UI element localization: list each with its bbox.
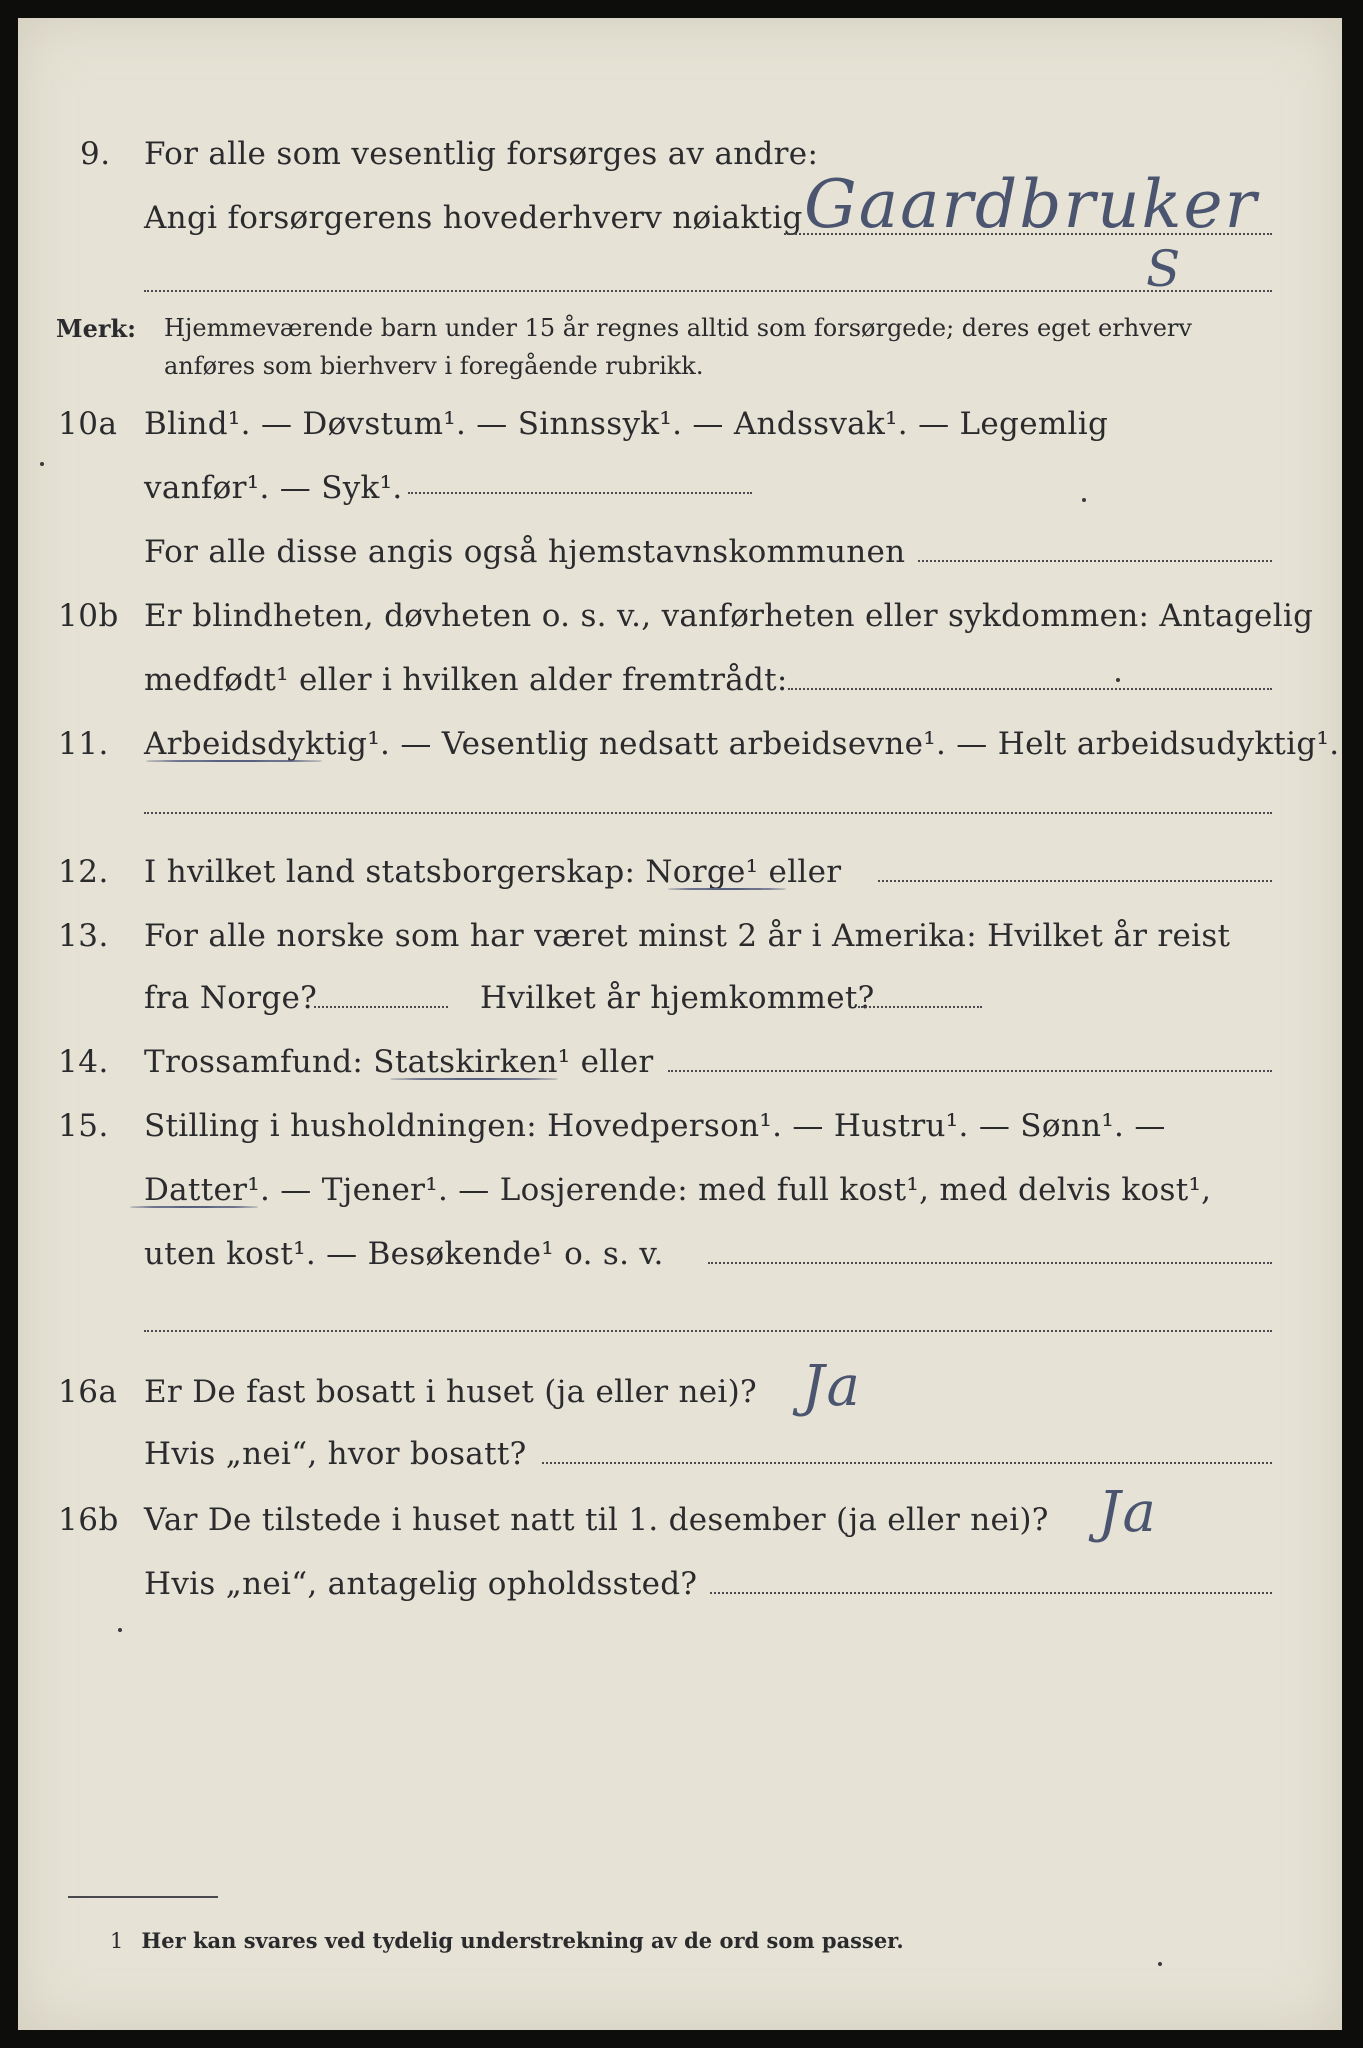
q14-handwritten-underline: [390, 1078, 558, 1080]
q11-number: 11.: [58, 726, 109, 762]
footnote: [110, 1928, 904, 1953]
q10a-line2: vanfør¹. — Syk¹.: [144, 470, 403, 506]
census-form-page: [18, 18, 1342, 2030]
q16a-answer-handwritten: Ja: [802, 1354, 862, 1419]
q15-line1: Stilling i husholdningen: Hovedperson¹. — Hustru¹. — Sønn¹. —: [144, 1108, 1166, 1144]
q10b-line2: medfødt¹ eller i hvilken alder fremtrådt:: [144, 662, 788, 698]
scan-speck: [1158, 1962, 1162, 1966]
scan-speck: [40, 462, 44, 466]
q10b-number: 10b: [58, 598, 119, 634]
q9-line1: For alle som vesentlig forsørges av andre:: [144, 136, 819, 172]
q9-answer-mark: S: [1146, 240, 1183, 298]
q16a-line1: Er De fast bosatt i huset (ja eller nei)?: [144, 1374, 757, 1410]
q13-line1: For alle norske som har været minst 2 år i Amerika: Hvilket år reist: [144, 918, 1231, 954]
q12-answer-line[interactable]: [878, 880, 1272, 882]
q10a-line1: Blind¹. — Døvstum¹. — Sinnssyk¹. — Andssvak¹. — Legemlig: [144, 406, 1109, 442]
q10a-hometown-line[interactable]: [918, 560, 1272, 562]
q13-line2b: Hvilket år hjemkommet?: [480, 980, 875, 1016]
q11-line1: Arbeidsdyktig¹. — Vesentlig nedsatt arbeidsevne¹. — Helt arbeidsudyktig¹.: [144, 726, 1340, 762]
merk-label: Merk:: [56, 314, 136, 343]
q16a-line2: Hvis „nei“, hvor bosatt?: [144, 1436, 527, 1472]
q9-number: 9.: [80, 136, 111, 172]
q12-number: 12.: [58, 854, 109, 890]
q10b-line1: Er blindheten, døvheten o. s. v., vanførheten eller sykdommen: Antagelig: [144, 598, 1314, 634]
q13-left-year-line[interactable]: [314, 1006, 448, 1008]
q10a-answer-line[interactable]: [408, 492, 752, 494]
q11-handwritten-underline: [146, 760, 322, 762]
q10a-line3: For alle disse angis også hjemstavnskommunen: [144, 534, 906, 570]
footnote-text: Her kan svares ved tydelig understrekning av de ord som passer.: [141, 1928, 904, 1953]
q16b-line1: Var De tilstede i huset natt til 1. desember (ja eller nei)?: [144, 1502, 1049, 1538]
q16b-number: 16b: [58, 1502, 119, 1538]
q12-handwritten-underline: [668, 888, 786, 890]
q16a-number: 16a: [58, 1374, 118, 1410]
footnote-number: 1: [110, 1929, 124, 1953]
q14-line1: Trossamfund: Statskirken¹ eller: [144, 1044, 654, 1080]
q15-answer-line[interactable]: [708, 1262, 1272, 1264]
q13-return-year-line[interactable]: [858, 1006, 982, 1008]
q15-handwritten-underline: [130, 1206, 258, 1208]
q13-number: 13.: [58, 918, 109, 954]
q16a-answer-line[interactable]: [542, 1462, 1272, 1464]
merk-line2: anføres som bierhverv i foregående rubrikk.: [164, 352, 704, 380]
q10a-number: 10a: [58, 406, 118, 442]
q15-number: 15.: [58, 1108, 109, 1144]
q9-answer-handwritten: Gaardbruker: [804, 166, 1259, 243]
q15-line3: uten kost¹. — Besøkende¹ o. s. v.: [144, 1236, 664, 1272]
merk-line1: Hjemmeværende barn under 15 år regnes alltid som forsørgede; deres eget erhverv: [164, 314, 1192, 342]
q10b-answer-line[interactable]: [788, 688, 1272, 690]
scan-speck: [118, 1628, 122, 1632]
q9-extra-line[interactable]: [144, 290, 1272, 292]
q12-line1: I hvilket land statsborgerskap: Norge¹ eller: [144, 854, 842, 890]
q16b-line2: Hvis „nei“, antagelig opholdssted?: [144, 1566, 698, 1602]
q14-answer-line[interactable]: [668, 1070, 1272, 1072]
q15-line2: Datter¹. — Tjener¹. — Losjerende: med full kost¹, med delvis kost¹,: [144, 1172, 1212, 1208]
q15-extra-line[interactable]: [144, 1330, 1272, 1332]
q13-line2a: fra Norge?: [144, 980, 318, 1016]
q11-extra-line[interactable]: [144, 812, 1272, 814]
q14-number: 14.: [58, 1044, 109, 1080]
q16b-answer-handwritten: Ja: [1098, 1480, 1158, 1545]
q16b-answer-line[interactable]: [710, 1592, 1272, 1594]
q9-line2: Angi forsørgerens hovederhverv nøiaktig: [144, 200, 803, 236]
scan-speck: [1082, 498, 1086, 502]
scan-speck: [1116, 678, 1120, 682]
footnote-rule: [68, 1896, 218, 1898]
